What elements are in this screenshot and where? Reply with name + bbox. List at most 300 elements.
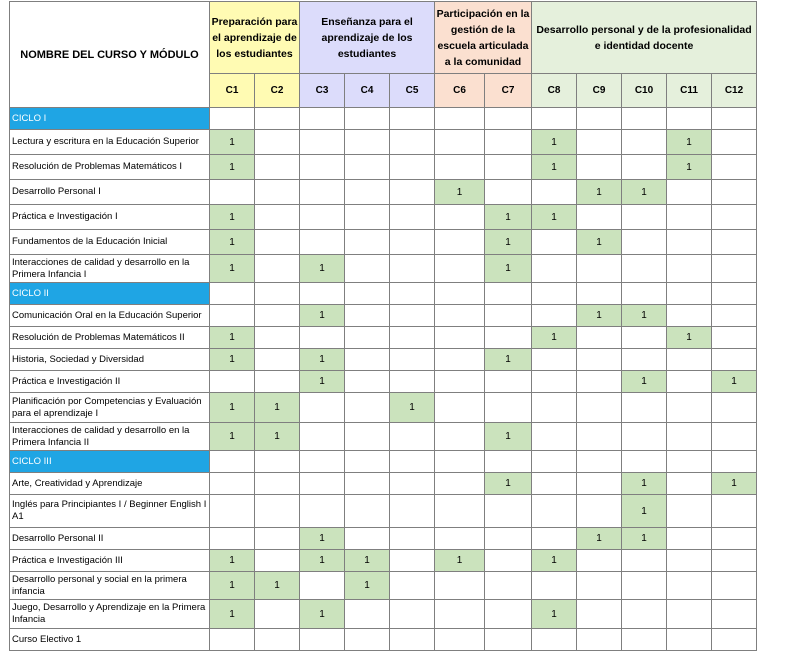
competency-mark-cell: 1 — [485, 423, 532, 451]
competency-empty-cell — [485, 180, 532, 205]
course-row — [10, 423, 757, 451]
competency-mark-cell: 1 — [435, 550, 485, 572]
competency-mark-cell: 1 — [255, 393, 300, 423]
competency-empty-cell — [345, 423, 390, 451]
competency-empty-cell — [210, 473, 255, 495]
competency-empty-cell — [712, 130, 757, 155]
course-name: Fundamentos de la Educación Inicial — [10, 230, 210, 255]
competency-empty-cell — [667, 205, 712, 230]
competency-empty-cell — [712, 327, 757, 349]
course-name: Práctica e Investigación II — [10, 371, 210, 393]
competency-empty-cell — [667, 528, 712, 550]
competency-empty-cell — [622, 255, 667, 283]
competency-empty-cell — [210, 528, 255, 550]
competency-empty-cell — [390, 473, 435, 495]
course-row — [10, 600, 757, 629]
course-name: Inglés para Principiantes I / Beginner English I A1 — [10, 495, 210, 528]
course-name: Desarrollo Personal II — [10, 528, 210, 550]
competency-mark-cell: 1 — [485, 473, 532, 495]
competency-empty-cell — [345, 473, 390, 495]
competency-mark-cell: 1 — [210, 205, 255, 230]
competency-mark-cell: 1 — [622, 180, 667, 205]
group-header-preparacion: Preparación para el aprendizaje de los estudiantes — [210, 2, 300, 74]
cycle-blank-cell — [667, 451, 712, 473]
competency-mark-cell: 1 — [300, 528, 345, 550]
cycle-blank-cell — [712, 451, 757, 473]
competency-empty-cell — [345, 495, 390, 528]
competency-empty-cell — [532, 629, 577, 651]
competency-empty-cell — [712, 572, 757, 600]
cycle-header-row — [10, 108, 757, 130]
competency-empty-cell — [532, 528, 577, 550]
competency-code-header: C3 — [300, 74, 345, 108]
competency-empty-cell — [712, 393, 757, 423]
competency-code-header: C7 — [485, 74, 532, 108]
cycle-blank-cell — [435, 108, 485, 130]
competency-code-header: C12 — [712, 74, 757, 108]
competency-mark-cell: 1 — [485, 255, 532, 283]
competency-code-header: C9 — [577, 74, 622, 108]
cycle-blank-cell — [255, 283, 300, 305]
competency-code-header: C2 — [255, 74, 300, 108]
cycle-blank-cell — [255, 451, 300, 473]
competency-mark-cell: 1 — [532, 155, 577, 180]
competency-empty-cell — [345, 629, 390, 651]
competency-empty-cell — [300, 327, 345, 349]
competency-empty-cell — [622, 327, 667, 349]
competency-empty-cell — [435, 255, 485, 283]
competency-empty-cell — [485, 393, 532, 423]
course-row — [10, 550, 757, 572]
course-name: Práctica e Investigación I — [10, 205, 210, 230]
competency-mark-cell: 1 — [210, 327, 255, 349]
competency-empty-cell — [210, 495, 255, 528]
competency-mark-cell: 1 — [210, 572, 255, 600]
competency-mark-cell: 1 — [210, 155, 255, 180]
competency-empty-cell — [577, 572, 622, 600]
competency-matrix-table — [9, 1, 757, 651]
competency-empty-cell — [345, 180, 390, 205]
competency-empty-cell — [712, 349, 757, 371]
competency-empty-cell — [390, 600, 435, 629]
competency-empty-cell — [435, 327, 485, 349]
competency-empty-cell — [667, 495, 712, 528]
competency-mark-cell: 1 — [300, 600, 345, 629]
cycle-blank-cell — [712, 283, 757, 305]
competency-empty-cell — [435, 600, 485, 629]
course-name: Curso Electivo 1 — [10, 629, 210, 651]
competency-empty-cell — [485, 528, 532, 550]
competency-empty-cell — [485, 305, 532, 327]
cycle-blank-cell — [390, 451, 435, 473]
competency-empty-cell — [255, 327, 300, 349]
group-header-desarrollo: Desarrollo personal y de la profesionalidad e identidad docente — [532, 2, 757, 74]
cycle-blank-cell — [532, 283, 577, 305]
cycle-blank-cell — [390, 283, 435, 305]
competency-mark-cell: 1 — [210, 349, 255, 371]
course-row — [10, 155, 757, 180]
competency-empty-cell — [390, 255, 435, 283]
competency-empty-cell — [622, 629, 667, 651]
competency-empty-cell — [435, 349, 485, 371]
competency-mark-cell: 1 — [345, 572, 390, 600]
competency-empty-cell — [577, 629, 622, 651]
competency-mark-cell: 1 — [300, 305, 345, 327]
competency-empty-cell — [255, 600, 300, 629]
competency-empty-cell — [390, 230, 435, 255]
competency-empty-cell — [390, 371, 435, 393]
competency-empty-cell — [390, 528, 435, 550]
competency-empty-cell — [667, 305, 712, 327]
header-group-row — [10, 2, 757, 74]
cycle-blank-cell — [667, 283, 712, 305]
cycle-blank-cell — [577, 451, 622, 473]
competency-empty-cell — [485, 629, 532, 651]
competency-empty-cell — [435, 473, 485, 495]
competency-empty-cell — [255, 205, 300, 230]
competency-empty-cell — [577, 327, 622, 349]
competency-empty-cell — [255, 495, 300, 528]
competency-empty-cell — [667, 180, 712, 205]
competency-empty-cell — [300, 155, 345, 180]
cycle-blank-cell — [210, 451, 255, 473]
competency-empty-cell — [622, 205, 667, 230]
competency-empty-cell — [390, 550, 435, 572]
competency-empty-cell — [712, 600, 757, 629]
cycle-header-row — [10, 283, 757, 305]
competency-empty-cell — [255, 230, 300, 255]
competency-mark-cell: 1 — [622, 495, 667, 528]
competency-empty-cell — [390, 495, 435, 528]
competency-empty-cell — [300, 629, 345, 651]
group-header-ensenanza: Enseñanza para el aprendizaje de los estudiantes — [300, 2, 435, 74]
competency-empty-cell — [300, 572, 345, 600]
competency-empty-cell — [712, 255, 757, 283]
competency-empty-cell — [622, 393, 667, 423]
cycle-blank-cell — [532, 451, 577, 473]
competency-empty-cell — [300, 230, 345, 255]
competency-mark-cell: 1 — [622, 528, 667, 550]
course-row — [10, 205, 757, 230]
competency-mark-cell: 1 — [577, 180, 622, 205]
cycle-blank-cell — [300, 283, 345, 305]
competency-empty-cell — [345, 327, 390, 349]
competency-empty-cell — [390, 327, 435, 349]
competency-empty-cell — [390, 305, 435, 327]
competency-mark-cell: 1 — [622, 371, 667, 393]
competency-empty-cell — [532, 423, 577, 451]
competency-empty-cell — [667, 600, 712, 629]
competency-empty-cell — [577, 495, 622, 528]
competency-empty-cell — [577, 205, 622, 230]
competency-empty-cell — [622, 600, 667, 629]
competency-empty-cell — [712, 629, 757, 651]
competency-empty-cell — [667, 371, 712, 393]
competency-empty-cell — [390, 349, 435, 371]
cycle-blank-cell — [532, 108, 577, 130]
competency-empty-cell — [300, 423, 345, 451]
competency-mark-cell: 1 — [577, 305, 622, 327]
competency-empty-cell — [577, 393, 622, 423]
competency-code-header: C5 — [390, 74, 435, 108]
competency-mark-cell: 1 — [255, 423, 300, 451]
competency-empty-cell — [390, 155, 435, 180]
competency-empty-cell — [622, 130, 667, 155]
competency-empty-cell — [345, 393, 390, 423]
competency-empty-cell — [667, 393, 712, 423]
cycle-blank-cell — [345, 451, 390, 473]
competency-empty-cell — [210, 629, 255, 651]
competency-mark-cell: 1 — [667, 130, 712, 155]
competency-mark-cell: 1 — [577, 230, 622, 255]
competency-empty-cell — [485, 495, 532, 528]
cycle-blank-cell — [210, 283, 255, 305]
course-row — [10, 349, 757, 371]
competency-empty-cell — [485, 371, 532, 393]
competency-empty-cell — [255, 550, 300, 572]
course-name: Práctica e Investigación III — [10, 550, 210, 572]
course-row — [10, 180, 757, 205]
competency-empty-cell — [667, 255, 712, 283]
competency-empty-cell — [577, 130, 622, 155]
cycle-blank-cell — [485, 283, 532, 305]
competency-empty-cell — [300, 393, 345, 423]
competency-empty-cell — [712, 495, 757, 528]
competency-empty-cell — [390, 130, 435, 155]
competency-mark-cell: 1 — [300, 255, 345, 283]
competency-empty-cell — [255, 305, 300, 327]
course-row — [10, 572, 757, 600]
course-name: Desarrollo personal y social en la primera infancia — [10, 572, 210, 600]
cycle-blank-cell — [345, 283, 390, 305]
competency-empty-cell — [712, 550, 757, 572]
competency-empty-cell — [345, 528, 390, 550]
competency-empty-cell — [255, 130, 300, 155]
course-name: Desarrollo Personal I — [10, 180, 210, 205]
competency-empty-cell — [255, 473, 300, 495]
competency-mark-cell: 1 — [300, 349, 345, 371]
competency-empty-cell — [345, 371, 390, 393]
competency-mark-cell: 1 — [532, 600, 577, 629]
competency-code-header: C1 — [210, 74, 255, 108]
competency-empty-cell — [255, 629, 300, 651]
competency-empty-cell — [345, 305, 390, 327]
competency-empty-cell — [435, 371, 485, 393]
competency-mark-cell: 1 — [210, 393, 255, 423]
cycle-blank-cell — [712, 108, 757, 130]
competency-mark-cell: 1 — [485, 230, 532, 255]
competency-empty-cell — [667, 629, 712, 651]
course-row — [10, 393, 757, 423]
competency-mark-cell: 1 — [532, 550, 577, 572]
course-row — [10, 528, 757, 550]
cycle-label: CICLO II — [10, 283, 210, 305]
course-name: Comunicación Oral en la Educación Superior — [10, 305, 210, 327]
competency-empty-cell — [210, 305, 255, 327]
competency-empty-cell — [435, 495, 485, 528]
competency-mark-cell: 1 — [485, 205, 532, 230]
competency-empty-cell — [712, 230, 757, 255]
competency-empty-cell — [712, 305, 757, 327]
competency-empty-cell — [577, 371, 622, 393]
competency-mark-cell: 1 — [485, 349, 532, 371]
competency-empty-cell — [485, 130, 532, 155]
competency-empty-cell — [667, 473, 712, 495]
competency-empty-cell — [622, 230, 667, 255]
competency-empty-cell — [485, 600, 532, 629]
competency-mark-cell: 1 — [300, 371, 345, 393]
cycle-blank-cell — [485, 108, 532, 130]
competency-code-header: C11 — [667, 74, 712, 108]
competency-mark-cell: 1 — [210, 230, 255, 255]
competency-empty-cell — [255, 371, 300, 393]
competency-empty-cell — [255, 255, 300, 283]
course-row — [10, 327, 757, 349]
course-name: Resolución de Problemas Matemáticos II — [10, 327, 210, 349]
competency-empty-cell — [255, 528, 300, 550]
course-row — [10, 473, 757, 495]
competency-empty-cell — [712, 180, 757, 205]
course-name: Resolución de Problemas Matemáticos I — [10, 155, 210, 180]
competency-empty-cell — [390, 423, 435, 451]
competency-empty-cell — [712, 155, 757, 180]
competency-mark-cell: 1 — [435, 180, 485, 205]
cycle-label: CICLO I — [10, 108, 210, 130]
cycle-label: CICLO III — [10, 451, 210, 473]
competency-mark-cell: 1 — [210, 600, 255, 629]
competency-empty-cell — [532, 371, 577, 393]
competency-empty-cell — [485, 572, 532, 600]
competency-mark-cell: 1 — [345, 550, 390, 572]
competency-empty-cell — [300, 130, 345, 155]
competency-empty-cell — [485, 155, 532, 180]
competency-empty-cell — [255, 155, 300, 180]
competency-empty-cell — [532, 180, 577, 205]
competency-empty-cell — [390, 572, 435, 600]
cycle-header-row — [10, 451, 757, 473]
competency-mark-cell: 1 — [300, 550, 345, 572]
competency-code-header: C6 — [435, 74, 485, 108]
cycle-blank-cell — [255, 108, 300, 130]
competency-mark-cell: 1 — [577, 528, 622, 550]
competency-empty-cell — [622, 155, 667, 180]
competency-empty-cell — [255, 349, 300, 371]
cycle-blank-cell — [577, 108, 622, 130]
competency-empty-cell — [577, 423, 622, 451]
competency-empty-cell — [345, 349, 390, 371]
competency-empty-cell — [485, 550, 532, 572]
competency-empty-cell — [532, 393, 577, 423]
competency-empty-cell — [300, 180, 345, 205]
cycle-blank-cell — [210, 108, 255, 130]
competency-empty-cell — [210, 371, 255, 393]
cycle-blank-cell — [667, 108, 712, 130]
competency-empty-cell — [667, 550, 712, 572]
competency-empty-cell — [435, 155, 485, 180]
competency-empty-cell — [435, 572, 485, 600]
competency-code-header: C10 — [622, 74, 667, 108]
competency-empty-cell — [622, 550, 667, 572]
competency-empty-cell — [577, 550, 622, 572]
competency-mark-cell: 1 — [210, 255, 255, 283]
competency-empty-cell — [667, 230, 712, 255]
cycle-blank-cell — [390, 108, 435, 130]
course-row — [10, 371, 757, 393]
competency-empty-cell — [532, 230, 577, 255]
competency-mark-cell: 1 — [210, 130, 255, 155]
competency-mark-cell: 1 — [532, 327, 577, 349]
competency-empty-cell — [300, 495, 345, 528]
course-name: Lectura y escritura en la Educación Superior — [10, 130, 210, 155]
cycle-blank-cell — [622, 451, 667, 473]
competency-empty-cell — [435, 528, 485, 550]
course-name: Juego, Desarrollo y Aprendizaje en la Primera Infancia — [10, 600, 210, 629]
competency-empty-cell — [577, 349, 622, 371]
competency-empty-cell — [532, 572, 577, 600]
competency-empty-cell — [435, 423, 485, 451]
course-row — [10, 305, 757, 327]
competency-empty-cell — [532, 255, 577, 283]
competency-mark-cell: 1 — [390, 393, 435, 423]
competency-empty-cell — [577, 600, 622, 629]
competency-empty-cell — [667, 572, 712, 600]
competency-empty-cell — [390, 180, 435, 205]
competency-empty-cell — [532, 305, 577, 327]
course-row — [10, 255, 757, 283]
competency-code-header: C8 — [532, 74, 577, 108]
competency-mark-cell: 1 — [712, 473, 757, 495]
competency-mark-cell: 1 — [622, 305, 667, 327]
cycle-blank-cell — [577, 283, 622, 305]
course-row — [10, 495, 757, 528]
competency-empty-cell — [345, 600, 390, 629]
competency-empty-cell — [345, 255, 390, 283]
course-name: Interacciones de calidad y desarrollo en la Primera Infancia II — [10, 423, 210, 451]
group-header-participacion: Participación en la gestión de la escuela articulada a la comunidad — [435, 2, 532, 74]
course-column-header: NOMBRE DEL CURSO Y MÓDULO — [10, 2, 210, 108]
competency-mark-cell: 1 — [667, 155, 712, 180]
competency-mark-cell: 1 — [255, 572, 300, 600]
competency-empty-cell — [532, 473, 577, 495]
competency-mark-cell: 1 — [532, 205, 577, 230]
cycle-blank-cell — [300, 108, 345, 130]
competency-empty-cell — [345, 230, 390, 255]
competency-mark-cell: 1 — [532, 130, 577, 155]
course-name: Historia, Sociedad y Diversidad — [10, 349, 210, 371]
competency-empty-cell — [435, 393, 485, 423]
competency-empty-cell — [622, 349, 667, 371]
competency-empty-cell — [667, 423, 712, 451]
course-name: Planificación por Competencias y Evaluación para el aprendizaje I — [10, 393, 210, 423]
competency-empty-cell — [622, 423, 667, 451]
cycle-blank-cell — [435, 283, 485, 305]
course-row — [10, 629, 757, 651]
cycle-blank-cell — [435, 451, 485, 473]
matrix-body — [10, 108, 757, 651]
competency-empty-cell — [622, 572, 667, 600]
cycle-blank-cell — [622, 108, 667, 130]
competency-mark-cell: 1 — [712, 371, 757, 393]
competency-empty-cell — [210, 180, 255, 205]
competency-empty-cell — [532, 349, 577, 371]
competency-empty-cell — [712, 423, 757, 451]
competency-empty-cell — [300, 205, 345, 230]
competency-empty-cell — [345, 155, 390, 180]
competency-empty-cell — [435, 230, 485, 255]
course-name: Interacciones de calidad y desarrollo en la Primera Infancia I — [10, 255, 210, 283]
cycle-blank-cell — [485, 451, 532, 473]
cycle-blank-cell — [345, 108, 390, 130]
